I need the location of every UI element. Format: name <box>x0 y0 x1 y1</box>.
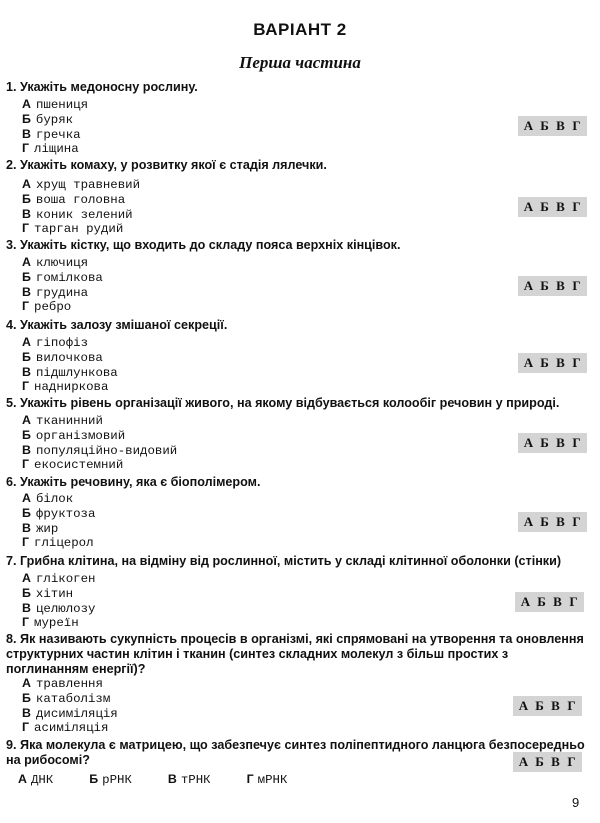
option-letter: В <box>22 126 31 141</box>
answer-cell[interactable]: В <box>556 355 565 370</box>
answer-option <box>22 444 177 459</box>
page-number: 9 <box>572 795 580 810</box>
option-text: муреїн <box>34 616 79 631</box>
question-body: Укажіть рівень організації живого, на якому відбувається колообіг речовин у природі. <box>20 396 560 410</box>
option-text: глікоген <box>35 572 96 586</box>
question-number: 7. <box>6 554 17 568</box>
option-text: мРНК <box>257 773 288 787</box>
answer-option <box>18 772 53 787</box>
option-text: хітин <box>35 586 74 601</box>
option-letter: Б <box>22 585 31 600</box>
answer-option <box>22 336 118 351</box>
answer-cell[interactable]: В <box>556 435 565 450</box>
answer-cell[interactable]: А <box>523 435 534 450</box>
option-letter: А <box>22 491 31 505</box>
answer-option <box>247 772 288 787</box>
answer-option <box>22 351 118 366</box>
question-body: Укажіть речовину, яка є біополімером. <box>20 475 261 489</box>
answer-cell[interactable]: Б <box>540 278 549 293</box>
answer-grid <box>515 592 584 612</box>
answer-cell[interactable]: Г <box>572 435 581 450</box>
answer-grid <box>518 512 587 532</box>
answer-option <box>22 222 140 237</box>
answer-option <box>22 128 88 143</box>
answer-option <box>22 113 88 128</box>
question-text <box>6 238 591 253</box>
option-letter: Б <box>22 427 31 442</box>
option-text: жир <box>35 521 59 536</box>
answer-grid <box>518 353 587 373</box>
options-list <box>22 336 118 395</box>
answer-cell[interactable]: Г <box>572 199 581 214</box>
option-letter: Г <box>22 221 30 236</box>
option-letter: В <box>22 364 31 379</box>
option-letter: Б <box>22 111 31 126</box>
answer-option <box>89 772 132 787</box>
answer-cell[interactable]: Г <box>569 594 578 609</box>
answer-option <box>22 429 177 444</box>
answer-cell[interactable]: Г <box>572 514 581 529</box>
answer-option <box>22 522 95 537</box>
answer-cell[interactable]: А <box>523 199 534 214</box>
question-number: 6. <box>6 475 17 489</box>
answer-grid <box>518 197 587 217</box>
answer-grid <box>518 116 587 136</box>
option-letter: В <box>22 284 31 299</box>
option-text: ліщина <box>34 142 79 157</box>
option-text: ребро <box>34 300 72 315</box>
option-text: популяційно-видовий <box>35 443 178 458</box>
question-body: Грибна клітина, на відміну від рослинної, містить у складі клітинної оболонки (стінки) <box>20 554 562 568</box>
option-text: гречка <box>35 127 81 142</box>
option-text: катаболізм <box>35 691 111 706</box>
option-letter: А <box>22 335 31 349</box>
answer-cell[interactable]: А <box>523 355 534 370</box>
question-text <box>6 554 591 569</box>
answer-cell[interactable]: Б <box>540 435 549 450</box>
question-text <box>6 632 591 677</box>
answer-option <box>168 772 211 787</box>
answer-option <box>22 178 140 193</box>
option-text: організмовий <box>35 428 126 443</box>
answer-cell[interactable]: В <box>556 199 565 214</box>
option-letter: В <box>167 772 177 786</box>
answer-option <box>22 572 95 587</box>
answer-option <box>22 366 118 381</box>
option-text: гліцерол <box>34 536 94 551</box>
option-text: білок <box>35 492 74 506</box>
answer-option <box>22 458 177 473</box>
answer-cell[interactable]: Г <box>567 754 576 769</box>
answer-cell[interactable]: В <box>551 698 560 713</box>
answer-cell[interactable]: В <box>556 514 565 529</box>
answer-option <box>22 256 103 271</box>
answer-cell[interactable]: А <box>518 698 529 713</box>
answer-option <box>22 507 95 522</box>
option-letter: Г <box>22 457 30 472</box>
option-letter: В <box>22 442 31 457</box>
question-body: Укажіть комаху, у розвитку якої є стадія лялечки. <box>20 158 327 172</box>
option-text: підшлункова <box>35 365 118 380</box>
option-text: коник зелений <box>35 207 133 222</box>
option-text: екосистемний <box>34 458 124 473</box>
option-text: фруктоза <box>35 506 96 521</box>
question-text <box>6 80 591 95</box>
option-letter: Г <box>22 720 30 735</box>
answer-option <box>22 536 95 551</box>
question-body: Укажіть кістку, що входить до складу пояса верхніх кінцівок. <box>20 238 401 252</box>
option-text: тканинний <box>35 414 103 428</box>
option-text: гіпофіз <box>35 336 89 350</box>
answer-cell[interactable]: Б <box>535 698 544 713</box>
answer-cell[interactable]: А <box>518 754 529 769</box>
option-letter: А <box>22 571 31 585</box>
answer-cell[interactable]: Г <box>572 355 581 370</box>
option-text: буряк <box>35 112 74 127</box>
answer-cell[interactable]: А <box>523 118 534 133</box>
question-text <box>6 158 591 173</box>
options-list <box>22 178 140 237</box>
answer-cell[interactable]: А <box>523 278 534 293</box>
option-letter: А <box>22 413 31 427</box>
answer-option <box>22 380 118 395</box>
option-letter: А <box>22 255 31 269</box>
question-number: 8. <box>6 632 17 646</box>
answer-option <box>22 142 88 157</box>
answer-option <box>22 193 140 208</box>
option-letter: Б <box>22 505 31 520</box>
question-number: 1. <box>6 80 17 94</box>
answer-option <box>22 707 118 722</box>
option-letter: Г <box>246 772 254 786</box>
option-letter: Г <box>22 615 30 630</box>
answer-grid <box>518 433 587 453</box>
answer-cell[interactable]: Б <box>537 594 546 609</box>
answer-cell[interactable]: Б <box>540 118 549 133</box>
question-text <box>6 318 591 333</box>
option-text: грудина <box>35 285 89 300</box>
question-text <box>6 738 591 768</box>
options-list <box>22 98 88 157</box>
options-inline <box>18 772 323 787</box>
answer-option <box>22 414 177 429</box>
question-text <box>6 396 591 411</box>
question-number: 5. <box>6 396 17 410</box>
option-letter: Б <box>22 690 31 705</box>
option-text: надниркова <box>34 380 109 395</box>
variant-title: ВАРІАНТ 2 <box>253 20 347 39</box>
option-letter: Б <box>22 269 31 284</box>
answer-cell[interactable]: Б <box>540 514 549 529</box>
option-letter: В <box>22 600 31 615</box>
answer-option <box>22 208 140 223</box>
option-letter: А <box>22 676 31 690</box>
option-letter: Б <box>22 191 31 206</box>
answer-option <box>22 300 103 315</box>
question-body: Яка молекула є матрицею, що забезпечує синтез поліпептидного ланцюга безпосередньо на рибосомі? <box>6 738 585 767</box>
answer-grid <box>513 752 582 772</box>
option-letter: В <box>22 520 31 535</box>
question-text <box>6 475 591 490</box>
option-letter: Г <box>22 141 30 156</box>
question-number: 3. <box>6 238 17 252</box>
option-letter: А <box>22 97 31 111</box>
option-text: дисиміляція <box>35 706 118 721</box>
option-text: ключиця <box>35 256 89 270</box>
option-text: вилочкова <box>35 350 103 365</box>
question-number: 2. <box>6 158 17 172</box>
option-letter: Г <box>22 379 30 394</box>
answer-option <box>22 492 95 507</box>
answer-cell[interactable]: Б <box>540 355 549 370</box>
part-title: Перша частина <box>239 53 361 72</box>
answer-option <box>22 616 95 631</box>
options-list <box>22 572 95 631</box>
answer-option <box>22 587 95 602</box>
option-text: тРНК <box>180 773 211 787</box>
option-letter: Г <box>22 299 30 314</box>
answer-cell[interactable]: Б <box>540 199 549 214</box>
answer-option <box>22 286 103 301</box>
options-list <box>22 492 95 551</box>
option-text: хрущ травневий <box>35 178 141 192</box>
answer-cell[interactable]: А <box>520 594 531 609</box>
question-body: Укажіть залозу змішаної секреції. <box>20 318 228 332</box>
answer-cell[interactable]: В <box>556 278 565 293</box>
question-body: Укажіть медоносну рослину. <box>20 80 198 94</box>
option-text: рРНК <box>102 773 132 787</box>
question-number: 9. <box>6 738 17 752</box>
answer-option <box>22 692 118 707</box>
answer-cell[interactable]: Г <box>572 118 581 133</box>
answer-option <box>22 271 103 286</box>
answer-cell[interactable]: В <box>553 594 562 609</box>
question-body: Як називають сукупність процесів в організмі, які спрямовані на утворення та оновлення структурних частин клітин і тканин (синтез складних молекул з більш простих з поглинанням енергії)? <box>6 632 584 676</box>
answer-option <box>22 602 95 617</box>
option-letter: Г <box>22 535 30 550</box>
option-letter: А <box>18 772 27 786</box>
answer-option <box>22 721 118 736</box>
option-letter: В <box>22 206 31 221</box>
answer-cell[interactable]: В <box>551 754 560 769</box>
question-number: 4. <box>6 318 17 332</box>
option-letter: А <box>22 177 31 191</box>
option-text: гомілкова <box>35 270 103 285</box>
options-list <box>22 256 103 315</box>
option-text: пшениця <box>35 98 89 112</box>
options-list <box>22 677 118 736</box>
answer-cell[interactable]: Б <box>535 754 544 769</box>
option-letter: Б <box>89 772 99 786</box>
option-letter: Б <box>22 349 31 364</box>
answer-grid <box>513 696 582 716</box>
options-list <box>22 414 177 473</box>
option-text: воша головна <box>35 192 126 207</box>
answer-option <box>22 98 88 113</box>
answer-cell[interactable]: Г <box>567 698 576 713</box>
option-text: целюлозу <box>35 601 96 616</box>
option-text: ДНК <box>30 773 54 787</box>
answer-cell[interactable]: А <box>523 514 534 529</box>
answer-grid <box>518 276 587 296</box>
option-letter: В <box>22 705 31 720</box>
option-text: асиміляція <box>34 721 109 736</box>
answer-cell[interactable]: Г <box>572 278 581 293</box>
option-text: травлення <box>35 677 103 691</box>
option-text: тарган рудий <box>34 222 124 237</box>
answer-option <box>22 677 118 692</box>
answer-cell[interactable]: В <box>556 118 565 133</box>
